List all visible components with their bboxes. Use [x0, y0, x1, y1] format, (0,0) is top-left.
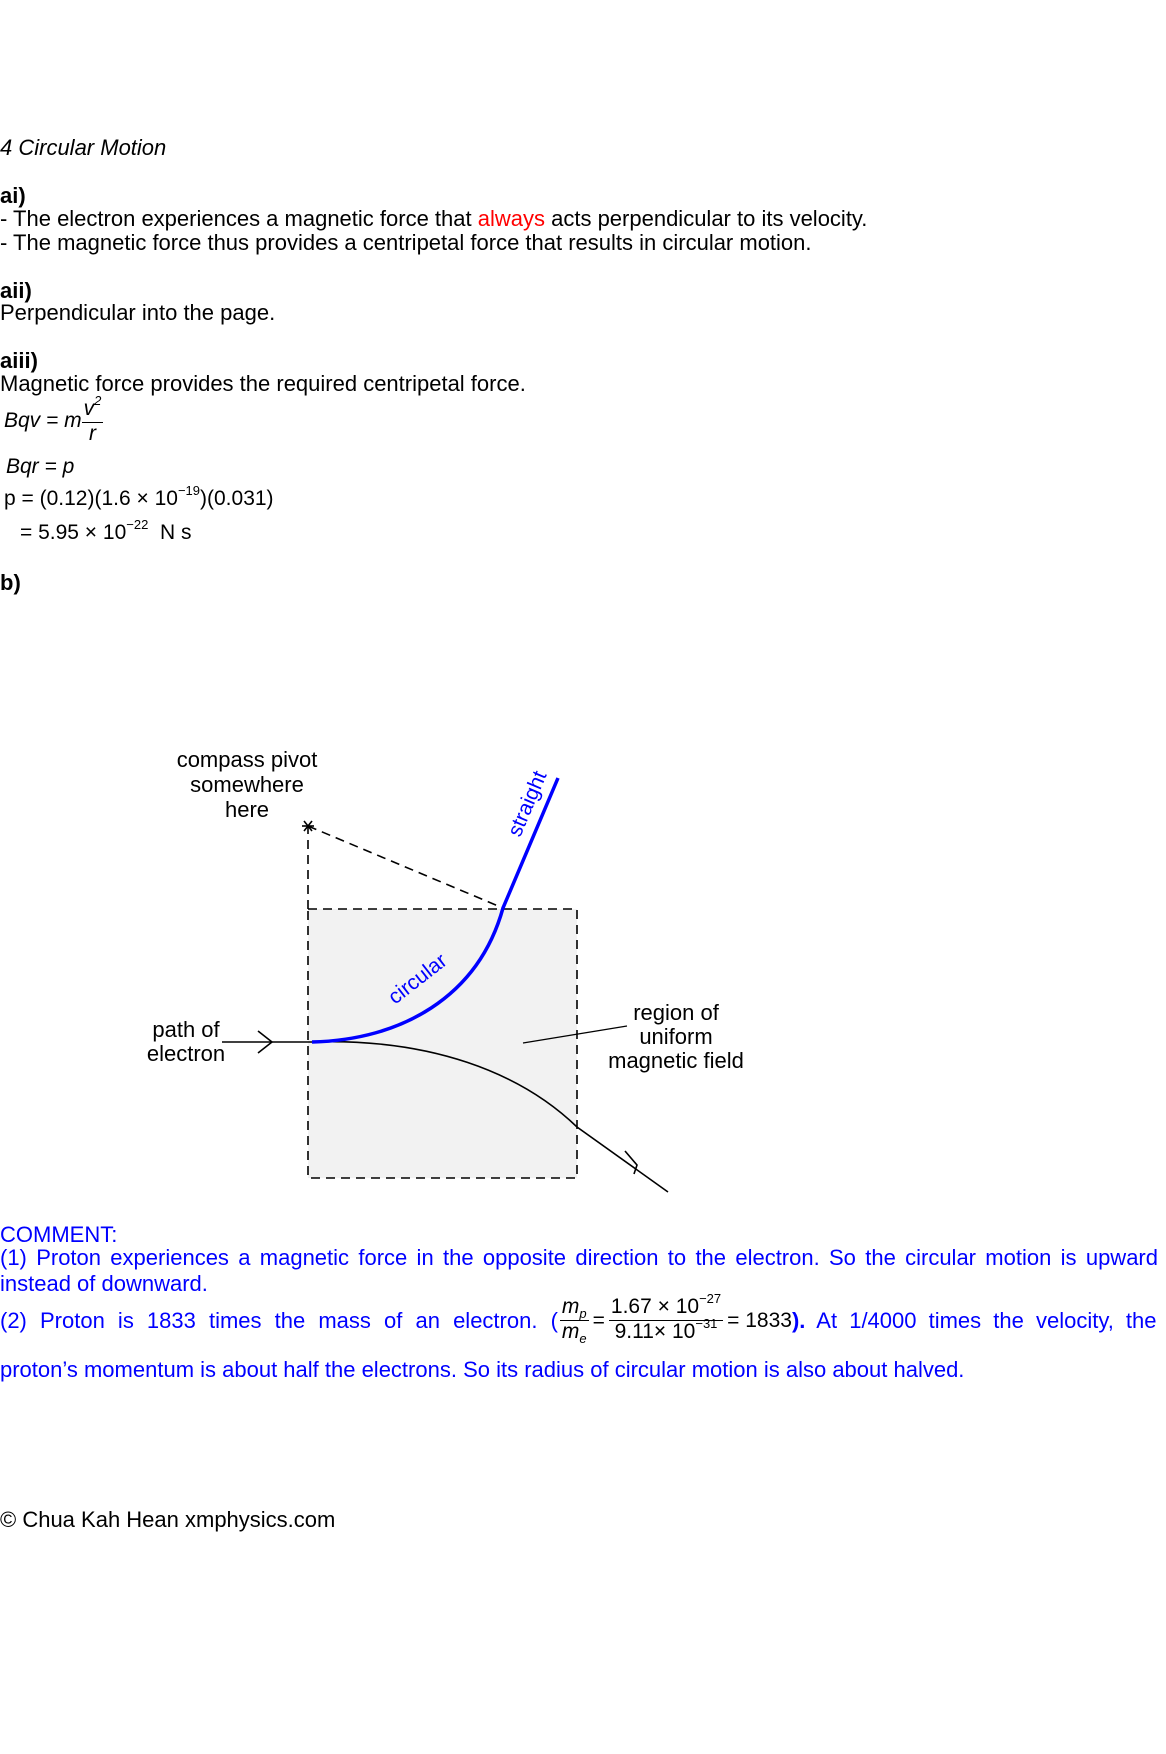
proton-mass: 1.67 × 10 — [610, 1295, 700, 1318]
aiii-text: Magnetic force provides the required centripetal force. — [0, 371, 526, 396]
equation-2: Bqr = p — [6, 455, 75, 478]
eq4-exp: −22 — [126, 517, 149, 532]
pivot-label-line-2: somewhere — [190, 772, 304, 797]
ai-line-1-post: acts perpendicular to its velocity. — [545, 206, 868, 231]
eq1-eq: = m — [40, 409, 82, 433]
section-label-ai: ai) — [0, 183, 26, 208]
equals-sign: = — [592, 1308, 605, 1332]
eq1-lhs: Bqv — [4, 409, 41, 433]
pivot-label-line-3: here — [224, 797, 270, 822]
eq4-pre: = 5.95 × 10 — [20, 521, 127, 544]
comment-paragraph-2-line-2: proton’s momentum is about half the electrons. So its radius of circular motion is also about halved. — [0, 1357, 965, 1382]
eq1-num-sup: 2 — [94, 393, 102, 408]
mass-ratio-denominator — [560, 1321, 589, 1345]
pivot-label-line-1: compass pivot — [176, 747, 318, 772]
electron-mass-exp: −31 — [695, 1316, 718, 1331]
me-symbol: m — [561, 1320, 580, 1343]
mass-ratio-numerator — [560, 1296, 589, 1321]
eq3-exp: −19 — [177, 483, 201, 498]
page-title: 4 Circular Motion — [0, 135, 167, 160]
comment-paragraph-2-line-1 — [0, 1291, 1157, 1346]
ai-line-1-pre: - The electron experiences a magnetic force that — [0, 206, 478, 231]
section-label-b: b) — [0, 570, 21, 595]
section-label-aiii: aiii) — [0, 348, 38, 373]
me-subscript: e — [579, 1331, 587, 1346]
eq3-pre: p = (0.12)(1.6 × 10 — [4, 487, 178, 510]
ai-emphasis: always — [477, 206, 545, 231]
magnetic-field-region — [308, 909, 577, 1178]
mass-ratio-expression — [558, 1291, 806, 1346]
region-label-line-1: region of — [633, 1000, 719, 1025]
ratio-result: = 1833 — [727, 1308, 792, 1332]
footer-copyright: © Chua Kah Hean xmphysics.com — [0, 1507, 336, 1532]
comment-p2-post: At 1/4000 times the velocity, the — [805, 1307, 1157, 1333]
electron-mass: 9.11× 10 — [614, 1320, 696, 1343]
eq3-post: )(0.031) — [200, 487, 274, 510]
path-label-line-2: electron — [146, 1041, 226, 1066]
region-label-line-3: magnetic field — [608, 1048, 744, 1073]
mp-subscript: p — [579, 1306, 587, 1321]
eq4-post: N s — [148, 521, 192, 544]
proton-mass-exp: −27 — [699, 1291, 722, 1306]
comment-p2-pre: (2) Proton is 1833 times the mass of an electron. ( — [0, 1307, 558, 1333]
comment-heading: COMMENT: — [0, 1222, 118, 1247]
region-label-line-2: uniform — [639, 1024, 713, 1049]
mass-value-fraction — [609, 1291, 723, 1345]
mass-value-denominator — [609, 1316, 723, 1345]
ai-line-2: - The magnetic force thus provides a centripetal force that results in circular motion. — [0, 230, 812, 255]
path-label-line-1: path of — [152, 1017, 220, 1042]
aii-text: Perpendicular into the page. — [0, 300, 276, 325]
ratio-close: ). — [791, 1307, 806, 1333]
mp-symbol: m — [561, 1295, 580, 1318]
comment-paragraph-1: (1) Proton experiences a magnetic force in the opposite direction to the electron. So the circular motion is upward instead of downward. — [0, 1245, 1158, 1296]
mass-ratio-fraction — [560, 1296, 589, 1345]
straight-label: straight — [503, 767, 552, 840]
eq1-denominator: r — [88, 422, 96, 445]
section-label-aii: aii) — [0, 278, 32, 303]
eq1-num-v: v — [83, 397, 95, 420]
circular-label: circular — [383, 949, 452, 1009]
radius-guide-diagonal — [308, 826, 503, 908]
